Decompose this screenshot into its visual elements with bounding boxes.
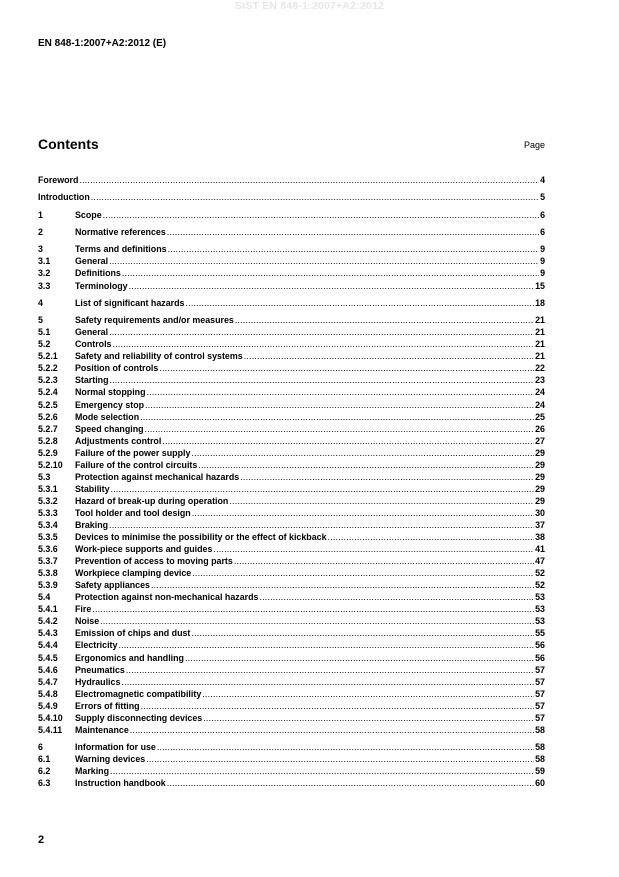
toc-entry-page: 21 — [535, 351, 545, 362]
toc-entry-title: Devices to minimise the possibility or the effect of kickback — [75, 532, 327, 543]
toc-entry-page: 57 — [535, 676, 545, 687]
dot-leader — [111, 483, 535, 495]
toc-entry-page: 21 — [535, 315, 545, 326]
toc-entry[interactable] — [38, 209, 545, 221]
toc-entry-number: 3.2 — [38, 268, 51, 279]
toc-entry[interactable] — [38, 543, 545, 555]
toc-entry-page: 53 — [535, 592, 545, 603]
toc-entry[interactable] — [38, 243, 545, 255]
table-of-contents — [38, 174, 545, 789]
toc-entry[interactable] — [38, 603, 545, 615]
toc-entry-page: 29 — [535, 471, 545, 482]
toc-entry-number: 5.2.9 — [38, 447, 58, 458]
page-number: 2 — [38, 834, 45, 846]
toc-entry-page: 15 — [535, 280, 545, 291]
toc-entry[interactable] — [38, 297, 545, 309]
dot-leader — [145, 423, 535, 435]
toc-entry-title: Starting — [75, 375, 109, 386]
toc-entry[interactable] — [38, 652, 545, 664]
toc-entry-number: 4 — [38, 297, 43, 308]
toc-entry-number: 5.4.3 — [38, 628, 58, 639]
dot-leader — [91, 191, 539, 203]
toc-entry-page: 9 — [540, 244, 545, 255]
toc-entry-number: 5 — [38, 315, 43, 326]
toc-entry-title: Mode selection — [75, 411, 140, 422]
toc-entry[interactable] — [38, 676, 545, 688]
dot-leader — [203, 712, 534, 724]
toc-entry-number: 5.4.6 — [38, 664, 58, 675]
toc-entry-page: 21 — [535, 327, 545, 338]
toc-entry-number: 5.4.7 — [38, 676, 58, 687]
toc-entry-title: Safety appliances — [75, 580, 150, 591]
toc-entry-title: Errors of fitting — [75, 700, 140, 711]
toc-entry-number: 5.2.1 — [38, 351, 58, 362]
toc-entry-number: 5.2.10 — [38, 459, 63, 470]
toc-entry-page: 58 — [535, 754, 545, 765]
toc-entry-page: 27 — [535, 435, 545, 446]
toc-entry[interactable] — [38, 495, 545, 507]
toc-entry-page: 4 — [540, 175, 545, 185]
toc-entry-page: 9 — [540, 256, 545, 267]
toc-entry[interactable] — [38, 765, 545, 777]
dot-leader — [110, 374, 535, 386]
toc-entry[interactable] — [38, 507, 545, 519]
dot-leader — [167, 777, 534, 789]
toc-entry-title: Foreword — [38, 175, 79, 185]
dot-leader — [168, 243, 540, 255]
toc-entry-title: Maintenance — [75, 724, 129, 735]
toc-entry[interactable] — [38, 741, 545, 753]
toc-entry-number: 5.3.9 — [38, 580, 58, 591]
toc-entry[interactable] — [38, 753, 545, 765]
toc-entry[interactable] — [38, 435, 545, 447]
toc-entry-title: General — [75, 327, 109, 338]
toc-entry-page: 58 — [535, 724, 545, 735]
toc-entry-title: Instruction handbook — [75, 778, 166, 789]
toc-entry-title: Electricity — [75, 640, 118, 651]
toc-entry-page: 53 — [535, 616, 545, 627]
dot-leader — [259, 591, 534, 603]
toc-entry-number: 5.2 — [38, 339, 51, 350]
toc-entry-page: 52 — [535, 580, 545, 591]
toc-entry[interactable] — [38, 519, 545, 531]
toc-entry-number: 5.4.5 — [38, 652, 58, 663]
toc-entry-page: 29 — [535, 459, 545, 470]
toc-entry-number: 5.2.7 — [38, 423, 58, 434]
dot-leader — [191, 447, 534, 459]
toc-entry[interactable] — [38, 483, 545, 495]
dot-leader — [159, 362, 534, 374]
toc-entry-number: 5.2.2 — [38, 363, 58, 374]
toc-entry-title: Supply disconnecting devices — [75, 712, 203, 723]
toc-entry-page: 60 — [535, 778, 545, 789]
toc-entry-number: 3.3 — [38, 280, 51, 291]
dot-leader — [240, 471, 534, 483]
page-column-label: Page — [523, 140, 545, 150]
toc-entry-title: Normative references — [75, 227, 166, 238]
dot-leader — [112, 338, 534, 350]
toc-entry-number: 3.1 — [38, 256, 51, 267]
toc-entry-number: 3 — [38, 244, 43, 255]
toc-entry-number: 5.3.3 — [38, 507, 58, 518]
toc-entry[interactable] — [38, 350, 545, 362]
toc-entry-number: 5.3.8 — [38, 568, 58, 579]
dot-leader — [109, 519, 534, 531]
toc-entry-title: Failure of the power supply — [75, 447, 191, 458]
toc-entry-page: 9 — [540, 268, 545, 279]
dot-leader — [151, 579, 534, 591]
dot-leader — [141, 700, 535, 712]
toc-entry-title: Hazard of break-up during operation — [75, 495, 229, 506]
toc-entry-title: Protection against non-mechanical hazards — [75, 592, 259, 603]
toc-entry-title: Controls — [75, 339, 112, 350]
dot-leader — [185, 297, 534, 309]
toc-entry[interactable] — [38, 639, 545, 651]
toc-entry-title: General — [75, 256, 109, 267]
toc-entry-title: Emission of chips and dust — [75, 628, 191, 639]
dot-leader — [145, 399, 534, 411]
toc-entry-number: 1 — [38, 209, 43, 220]
toc-entry-number: 5.3.1 — [38, 483, 58, 494]
dot-leader — [110, 765, 534, 777]
toc-entry[interactable] — [38, 712, 545, 724]
toc-entry-page: 29 — [535, 483, 545, 494]
toc-entry[interactable] — [38, 191, 545, 203]
toc-entry-number: 6.3 — [38, 778, 51, 789]
dot-leader — [192, 507, 534, 519]
dot-leader — [147, 386, 535, 398]
toc-entry[interactable] — [38, 777, 545, 789]
toc-entry-page: 24 — [535, 387, 545, 398]
dot-leader — [79, 174, 539, 186]
toc-entry-title: Protection against mechanical hazards — [75, 471, 240, 482]
toc-entry-number: 5.3 — [38, 471, 51, 482]
toc-entry-title: Ergonomics and handling — [75, 652, 184, 663]
toc-entry-number: 5.3.5 — [38, 532, 58, 543]
toc-entry-page: 26 — [535, 423, 545, 434]
toc-entry-page: 53 — [535, 604, 545, 615]
watermark: SIST EN 848-1:2007+A2:2012 — [234, 0, 385, 12]
toc-entry-title: Speed changing — [75, 423, 144, 434]
toc-entry[interactable] — [38, 267, 545, 279]
toc-entry[interactable] — [38, 374, 545, 386]
toc-entry[interactable] — [38, 627, 545, 639]
toc-entry[interactable] — [38, 255, 545, 267]
toc-entry[interactable] — [38, 326, 545, 338]
toc-entry-title: Braking — [75, 520, 109, 530]
toc-entry-number: 5.3.6 — [38, 544, 58, 555]
dot-leader — [185, 652, 534, 664]
toc-entry[interactable] — [38, 226, 545, 238]
toc-entry-title: Marking — [75, 766, 110, 777]
toc-entry[interactable] — [38, 555, 545, 567]
toc-entry[interactable] — [38, 700, 545, 712]
toc-entry-number: 5.2.6 — [38, 411, 58, 422]
toc-entry-title: Normal stopping — [75, 387, 146, 398]
toc-entry[interactable] — [38, 447, 545, 459]
toc-entry-number: 5.4 — [38, 592, 51, 603]
toc-entry[interactable] — [38, 399, 545, 411]
toc-entry-title: Safety and reliability of control systems — [75, 351, 243, 362]
toc-entry-title: Fire — [75, 604, 92, 615]
toc-entry[interactable] — [38, 174, 545, 186]
toc-entry-number: 5.4.10 — [38, 712, 63, 723]
toc-entry-page: 56 — [535, 652, 545, 663]
toc-entry-number: 5.4.1 — [38, 604, 58, 615]
dot-leader — [140, 411, 534, 423]
dot-leader — [157, 741, 534, 753]
toc-entry-title: Information for use — [75, 742, 156, 753]
dot-leader — [103, 209, 539, 221]
toc-entry-page: 57 — [535, 700, 545, 711]
toc-entry[interactable] — [38, 615, 545, 627]
toc-entry[interactable] — [38, 531, 545, 543]
dot-leader — [130, 724, 534, 736]
toc-entry-page: 52 — [535, 568, 545, 579]
toc-entry-number: 6.2 — [38, 766, 51, 777]
dot-leader — [167, 226, 539, 238]
dot-leader — [121, 676, 534, 688]
toc-entry-page: 21 — [535, 339, 545, 350]
dot-leader — [198, 459, 534, 471]
toc-entry-title: Terminology — [75, 280, 128, 291]
toc-entry[interactable] — [38, 724, 545, 736]
dot-leader — [122, 267, 539, 279]
toc-entry[interactable] — [38, 314, 545, 326]
toc-entry-title: Scope — [75, 209, 102, 220]
toc-entry-page: 5 — [540, 192, 545, 203]
toc-entry-page: 30 — [535, 507, 545, 518]
dot-leader — [328, 531, 535, 543]
toc-entry-title: Electromagnetic compatibility — [75, 688, 202, 699]
toc-entry-title: Stability — [75, 483, 110, 494]
dot-leader — [109, 255, 539, 267]
toc-entry-page: 22 — [535, 363, 545, 374]
toc-entry-number: 2 — [38, 227, 43, 238]
toc-entry-number: 5.4.9 — [38, 700, 58, 711]
toc-entry-title: Terms and definitions — [75, 244, 167, 255]
toc-entry-page: 24 — [535, 399, 545, 410]
toc-entry[interactable] — [38, 471, 545, 483]
toc-entry-number: 5.3.4 — [38, 520, 58, 530]
toc-entry-title: Definitions — [75, 268, 121, 279]
toc-entry-number: 5.4.11 — [38, 724, 63, 735]
toc-entry-number: 5.2.3 — [38, 375, 58, 386]
toc-entry-title: Safety requirements and/or measures — [75, 315, 234, 326]
toc-entry[interactable] — [38, 664, 545, 676]
document-id: EN 848-1:2007+A2:2012 (E) — [38, 38, 167, 49]
toc-entry[interactable] — [38, 567, 545, 579]
dot-leader — [100, 615, 534, 627]
dot-leader — [229, 495, 534, 507]
toc-entry-number: 5.2.5 — [38, 399, 58, 410]
toc-entry-page: 6 — [540, 227, 545, 238]
toc-entry[interactable] — [38, 423, 545, 435]
toc-entry-title: Work-piece supports and guides — [75, 544, 213, 555]
toc-entry-page: 59 — [535, 766, 545, 777]
toc-entry-page: 29 — [535, 447, 545, 458]
toc-entry[interactable] — [38, 280, 545, 292]
dot-leader — [192, 567, 534, 579]
dot-leader — [118, 639, 534, 651]
dot-leader — [244, 350, 534, 362]
toc-entry[interactable] — [38, 591, 545, 603]
toc-entry-title: Noise — [75, 616, 100, 627]
toc-entry-title: Adjustments control — [75, 435, 162, 446]
toc-entry-page: 57 — [535, 712, 545, 723]
toc-entry-number: 6 — [38, 742, 43, 753]
toc-entry-page: 25 — [535, 411, 545, 422]
toc-entry-title: Introduction — [38, 192, 90, 203]
toc-entry-number: 5.4.2 — [38, 616, 58, 627]
toc-entry-page: 29 — [535, 495, 545, 506]
toc-entry-number: 5.4.4 — [38, 640, 58, 651]
toc-entry[interactable] — [38, 338, 545, 350]
toc-entry-number: 5.2.4 — [38, 387, 58, 398]
toc-entry-page: 41 — [535, 544, 545, 555]
toc-entry[interactable] — [38, 459, 545, 471]
toc-entry-page: 55 — [535, 628, 545, 639]
toc-entry[interactable] — [38, 386, 545, 398]
toc-entry[interactable] — [38, 579, 545, 591]
toc-entry-page: 23 — [535, 375, 545, 386]
toc-entry[interactable] — [38, 411, 545, 423]
dot-leader — [162, 435, 534, 447]
toc-entry-page: 58 — [535, 742, 545, 753]
toc-entry-page: 37 — [535, 520, 545, 530]
toc-entry-title: Workpiece clamping device — [75, 568, 192, 579]
dot-leader — [191, 627, 534, 639]
dot-leader — [235, 314, 534, 326]
toc-entry-number: 5.2.8 — [38, 435, 58, 446]
toc-entry-page: 47 — [535, 556, 545, 567]
dot-leader — [146, 753, 534, 765]
toc-entry-number: 6.1 — [38, 754, 51, 765]
toc-entry-page: 38 — [535, 532, 545, 543]
dot-leader — [109, 326, 534, 338]
toc-entry[interactable] — [38, 688, 545, 700]
toc-entry-number: 5.4.8 — [38, 688, 58, 699]
toc-entry-title: Failure of the control circuits — [75, 459, 198, 470]
toc-entry-title: Prevention of access to moving parts — [75, 556, 233, 567]
toc-entry-title: Warning devices — [75, 754, 146, 765]
toc-entry-title: Tool holder and tool design — [75, 507, 191, 518]
contents-heading: Contents — [38, 136, 99, 152]
dot-leader — [126, 664, 534, 676]
toc-entry-title: Position of controls — [75, 363, 159, 374]
toc-entry-page: 57 — [535, 664, 545, 675]
toc-entry-number: 5.1 — [38, 327, 51, 338]
toc-entry-title: Emergency stop — [75, 399, 145, 410]
toc-entry-page: 18 — [535, 297, 545, 308]
dot-leader — [234, 555, 534, 567]
toc-entry-title: Pneumatics — [75, 664, 125, 675]
toc-entry-title: Hydraulics — [75, 676, 121, 687]
dot-leader — [213, 543, 534, 555]
toc-entry-page: 56 — [535, 640, 545, 651]
toc-entry-page: 57 — [535, 688, 545, 699]
toc-entry[interactable] — [38, 362, 545, 374]
dot-leader — [92, 603, 534, 615]
dot-leader — [129, 280, 535, 292]
toc-entry-page: 6 — [540, 209, 545, 220]
dot-leader — [202, 688, 534, 700]
toc-entry-number: 5.3.2 — [38, 495, 58, 506]
toc-entry-title: List of significant hazards — [75, 297, 185, 308]
toc-entry-number: 5.3.7 — [38, 556, 58, 567]
